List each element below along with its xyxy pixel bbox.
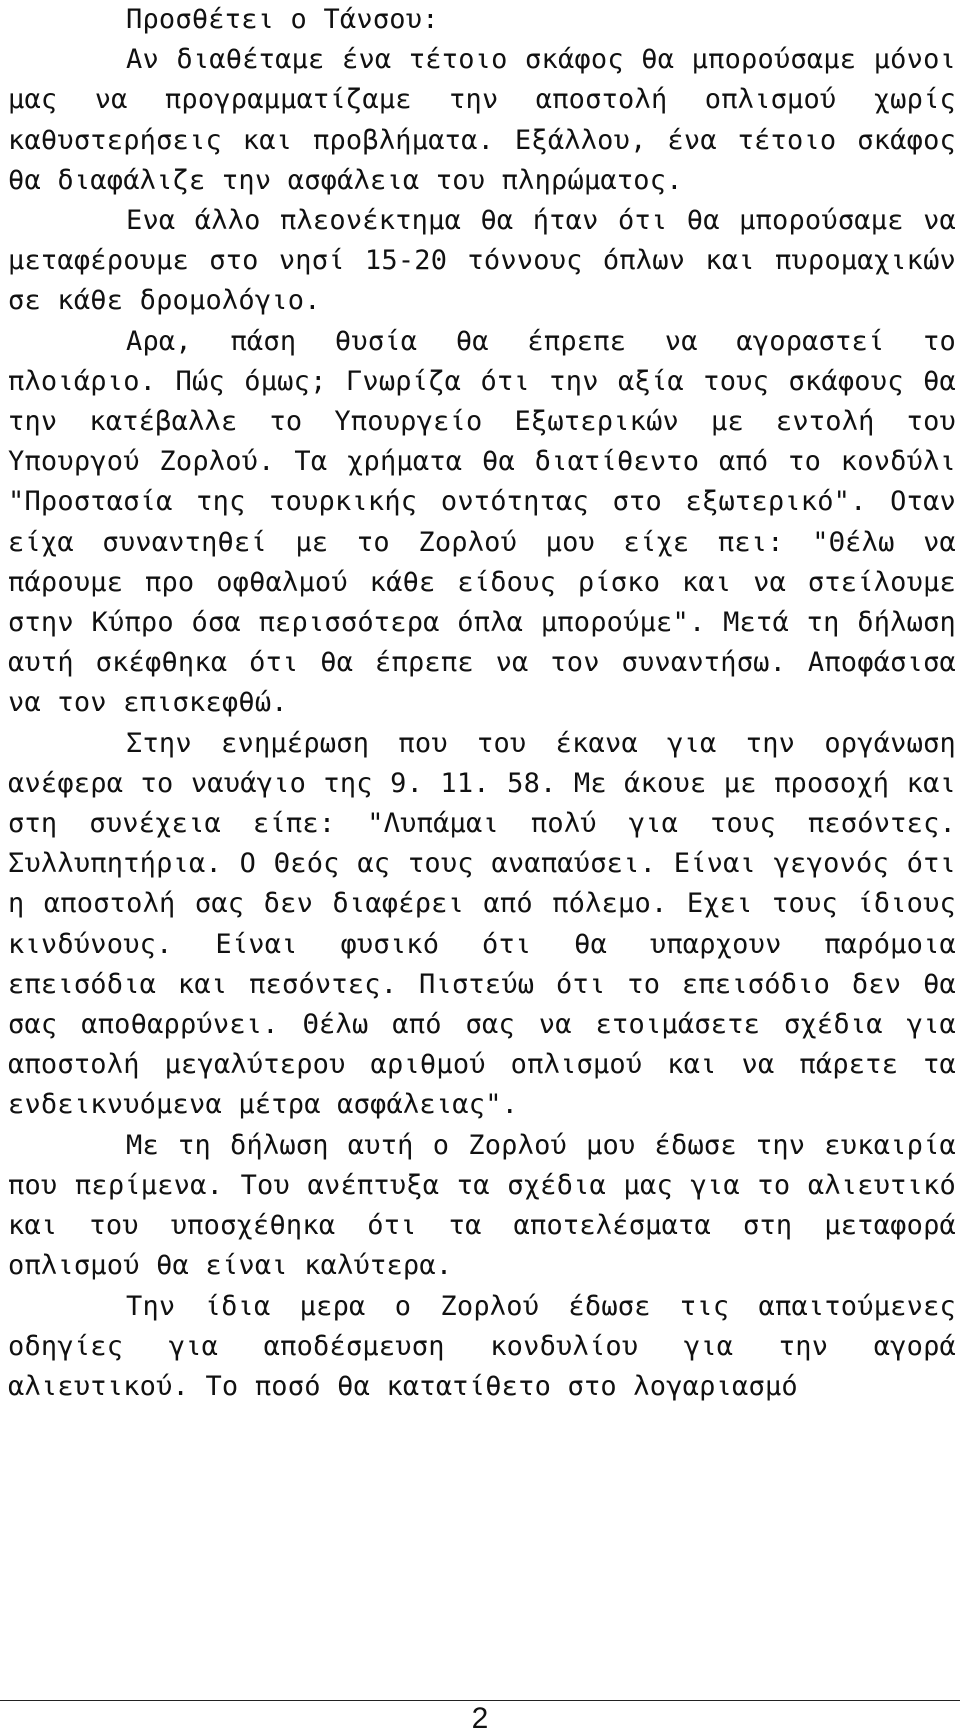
body-text	[8, 0, 956, 1407]
paragraph-5: Στην ενημέρωση που του έκανα για την οργάνωση ανέφερα το ναυάγιο της 9. 11. 58. Με άκουε με προσοχή και στη συνέχεια είπε: "Λυπάμαι πολύ για τους πεσόντες. Συλλυπητήρια. Ο Θεός ας τους αναπαύσει. Είναι γεγονός ότι η αποστολή σας δεν διαφέρει από πόλεμο. Εχει τους ίδιους κινδύνους. Είναι φυσικό ότι θα υπαρχουν παρόμοια επεισόδια και πεσόντες. Πιστεύω ότι το επεισόδιο δεν θα σας αποθαρρύνει. Θέλω από σας να ετοιμάσετε σχέδια για αποστολή μεγαλύτερου αριθμού οπλισμού και να πάρετε τα ενδεικνυόμενα μέτρα ασφάλειας".	[8, 727, 956, 1121]
footer-divider	[0, 1700, 960, 1701]
paragraph-1: Προσθέτει ο Τάνσου:	[126, 4, 439, 35]
paragraph-2: Αν διαθέταμε ένα τέτοιο σκάφος θα μπορούσαμε μόνοι μας να προγραμματίζαμε την αποστολή οπλισμού χωρίς καθυστερήσεις και προβλήματα. Εξάλλου, ένα τέτοιο σκάφος θα διαφάλιζε την ασφάλεια του πληρώματος.	[8, 44, 956, 196]
paragraph-6: Με τη δήλωση αυτή ο Ζορλού μου έδωσε την ευκαιρία που περίμενα. Του ανέπτυξα τα σχέδια μας για το αλιευτικό και του υποσχέθηκα ότι τα αποτελέσματα στη μεταφορά οπλισμού θα είναι καλύτερα.	[8, 1129, 956, 1282]
paragraph-3: Ενα άλλο πλεονέκτημα θα ήταν ότι θα μπορούσαμε να μεταφέρουμε στο νησί 15-20 τόννους όπλων και πυρομαχικών σε κάθε δρομολόγιο.	[8, 205, 956, 317]
page-number: 2	[471, 1702, 489, 1735]
paragraph-4: Αρα, πάση θυσία θα έπρεπε να αγοραστεί το πλοιάριο. Πώς όμως; Γνωρίζα ότι την αξία τους σκάφους θα την κατέβαλλε το Υπουργείο Εξωτερικών με εντολή του Υπουργού Ζορλού. Τα χρήματα θα διατίθεντο από το κονδύλι "Προστασία της τουρκικής οντότητας στο εξωτερικό". Οταν είχα συναντηθεί με το Ζορλού μου είχε πει: "Θέλω να πάρουμε προ οφθαλμού κάθε είδους ρίσκο και να στείλουμε στην Κύπρο όσα περισσότερα όπλα μπορούμε". Μετά τη δήλωση αυτή σκέφθηκα ότι θα έπρεπε να τον συναντήσω. Αποφάσισα να τον επισκεφθώ.	[8, 325, 956, 719]
paragraph-7: Την ίδια μερα ο Ζορλού έδωσε τις απαιτούμενες οδηγίες για αποδέσμευση κονδυλίου για την αγορά αλιευτικού. Το ποσό θα κατατίθετο στο λογαριασμό	[8, 1290, 956, 1402]
